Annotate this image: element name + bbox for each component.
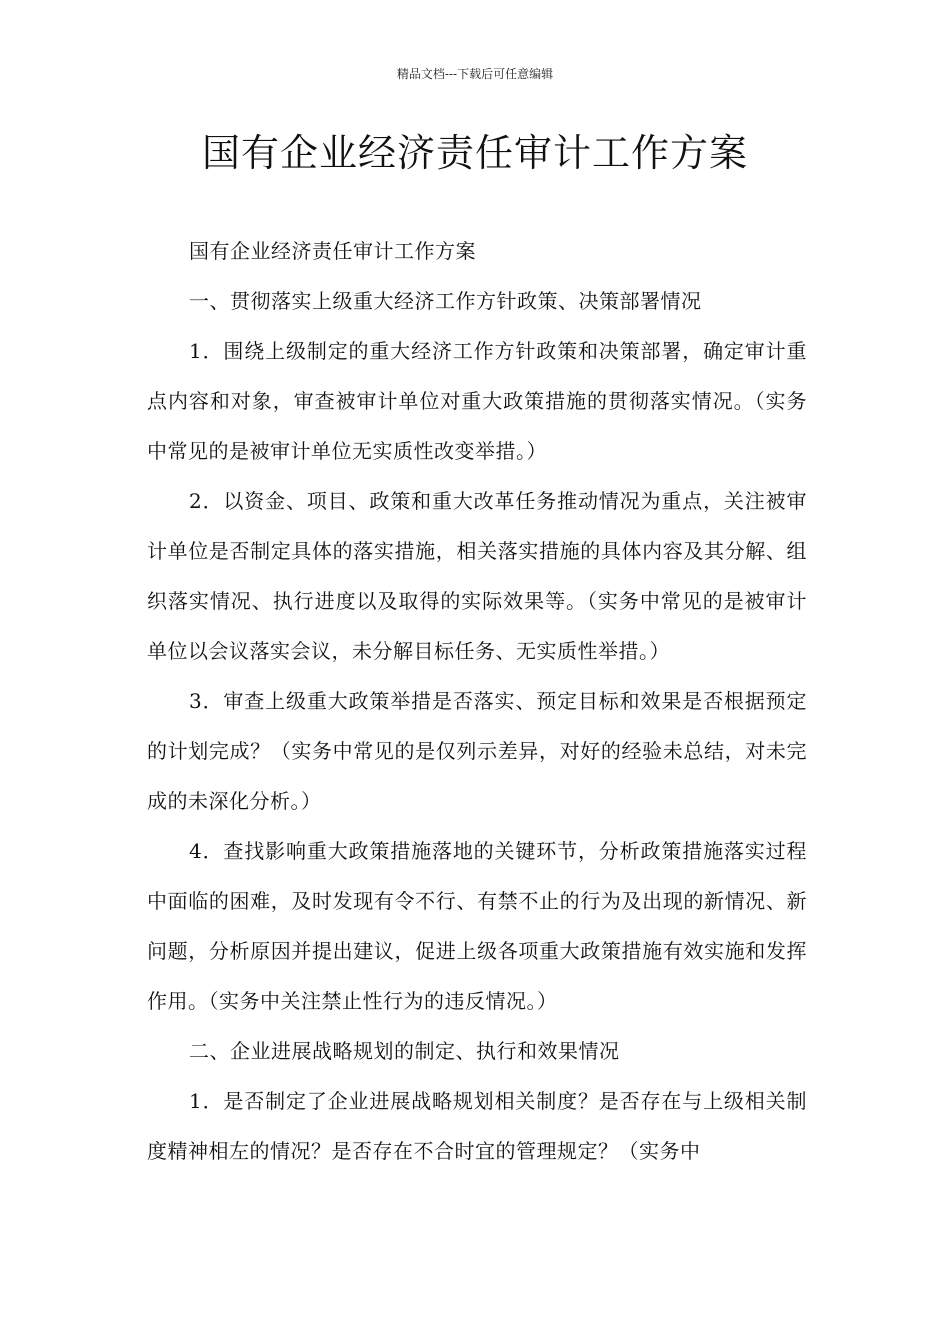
paragraph-subtitle: 国有企业经济责任审计工作方案 bbox=[189, 239, 476, 263]
document-title: 国有企业经济责任审计工作方案 bbox=[201, 131, 748, 175]
section-heading-1: 一、贯彻落实上级重大经济工作方针政策、决策部署情况 bbox=[189, 289, 702, 313]
section-heading-2: 二、企业进展战略规划的制定、执行和效果情况 bbox=[189, 1039, 620, 1063]
paragraph-1-1: 1．围绕上级制定的重大经济工作方针政策和决策部署，确定审计重点内容和对象，审查被审计单位对重大政策措施的贯彻落实情况。（实务中常见的是被审计单位无实质性改变举措。） bbox=[147, 339, 807, 463]
page-header: 精品文档---下载后可任意编辑 bbox=[396, 67, 554, 81]
paragraph-1-2: 2．以资金、项目、政策和重大改革任务推动情况为重点，关注被审计单位是否制定具体的落实措施，相关落实措施的具体内容及其分解、组织落实情况、执行进度以及取得的实际效果等。（实务中常见的是被审计单位以会议落实会议，未分解目标任务、无实质性举措。） bbox=[147, 489, 807, 663]
paragraph-2-1: 1．是否制定了企业进展战略规划相关制度？是否存在与上级相关制度精神相左的情况？是否存在不合时宜的管理规定？（实务中 bbox=[147, 1089, 807, 1163]
paragraph-1-3: 3．审查上级重大政策举措是否落实、预定目标和效果是否根据预定的计划完成？（实务中常见的是仅列示差异，对好的经验未总结，对未完成的未深化分析。） bbox=[147, 689, 807, 813]
document-body bbox=[147, 226, 807, 1176]
paragraph-1-4: 4．查找影响重大政策措施落地的关键环节，分析政策措施落实过程中面临的困难，及时发现有令不行、有禁不止的行为及出现的新情况、新问题，分析原因并提出建议，促进上级各项重大政策措施有效实施和发挥作用。（实务中关注禁止性行为的违反情况。） bbox=[147, 839, 807, 1013]
